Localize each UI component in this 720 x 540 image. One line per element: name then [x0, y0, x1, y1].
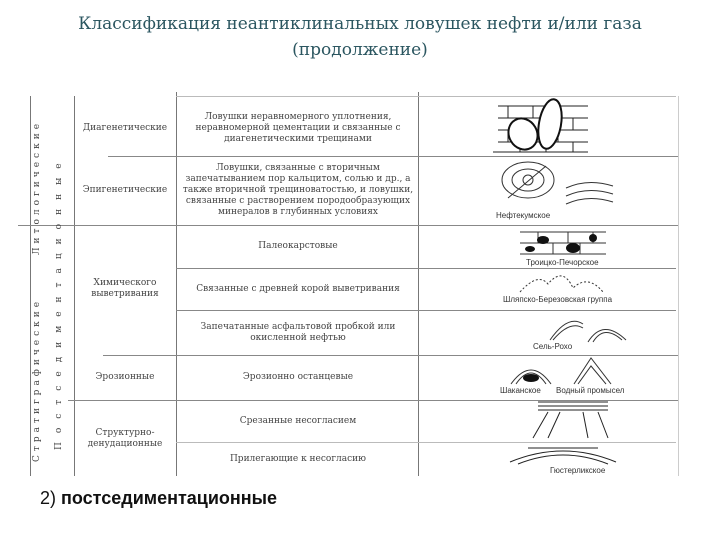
figure-caption: Троицко-Печорское — [526, 258, 599, 267]
divider — [176, 92, 177, 476]
category-structural-denudational: Структурно-денудационные — [87, 428, 163, 449]
description: Ловушки неравномерного уплотнения, неравномерной цементации и связанные с диагенетическими трещинами — [195, 111, 401, 144]
description: Срезанные несогласием — [239, 415, 357, 426]
category-diagenetic: Диагенетические — [82, 122, 168, 133]
category-erosional: Эрозионные — [95, 372, 155, 382]
side-label-postsedimentary: Постседиментационные — [54, 154, 64, 450]
brick-cementation-illustration — [488, 98, 598, 154]
paleokarst-illustration — [518, 230, 608, 256]
footer-text: постседиментационные — [61, 488, 278, 508]
figure-caption: Гюстерликское — [550, 466, 606, 475]
figure-caption: Нефтекумское — [496, 211, 551, 220]
divider — [678, 96, 679, 476]
figure-caption: Водный промысел — [556, 386, 625, 395]
description: Запечатанные асфальтовой пробкой или окисленной нефтью — [200, 321, 396, 343]
description: Связанные с древней корой выветривания — [196, 283, 400, 294]
slide-subtitle: (продолжение) — [292, 40, 428, 60]
figure-caption: Шаканское — [500, 386, 541, 395]
side-label-lithologic: Литологические — [32, 119, 42, 255]
divider — [30, 96, 31, 476]
weathering-illustration — [518, 270, 608, 294]
truncated-unconformity-illustration — [528, 400, 618, 440]
description: Ловушки, связанные с вторичным запечатыванием пор кальцитом, солью и др., а также вторичной трещиноватостью, и ловушки, связанные с растворением породообразующих минералов в глубинных условиях — [182, 163, 414, 217]
figure-caption: Сель-Рохо — [533, 342, 573, 351]
description: Палеокарстовые — [258, 241, 338, 251]
category-chemical-weathering: Химического выветривания — [91, 278, 159, 299]
description: Прилегающие к несогласию — [229, 453, 367, 464]
divider — [176, 96, 676, 97]
divider — [418, 92, 419, 476]
figure-caption: Шляпско-Березовская группа — [503, 295, 613, 304]
side-label-stratigraphic: Стратиграфические — [32, 297, 42, 462]
classification-figure — [18, 92, 682, 476]
asphalt-seal-illustration — [548, 314, 628, 344]
footer-number: 2) — [40, 488, 57, 508]
slide-title: Классификация неантиклинальных ловушек нефти и/или газа — [78, 14, 642, 34]
onlap-unconformity-illustration — [508, 444, 618, 466]
fracture-illustration — [488, 158, 618, 208]
footer-caption — [40, 488, 277, 509]
erosional-illustration — [506, 356, 621, 386]
description: Эрозионно останцевые — [242, 372, 354, 382]
category-epigenetic: Эпигенетические — [82, 185, 168, 195]
